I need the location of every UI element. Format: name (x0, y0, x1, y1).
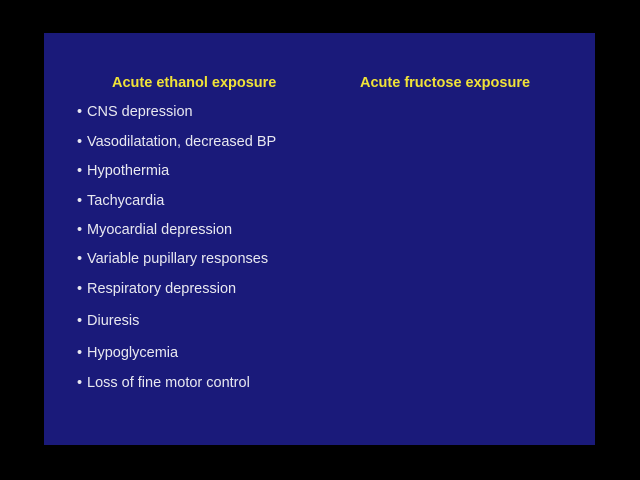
list-item (77, 345, 178, 361)
list-item (77, 163, 169, 179)
list-item (77, 104, 193, 120)
bullet-icon: • (77, 345, 83, 361)
list-item-text: Variable pupillary responses (87, 251, 269, 267)
bullet-icon: • (77, 313, 83, 329)
list-item (77, 222, 232, 238)
list-item (77, 375, 250, 391)
list-item-text: Vasodilatation, decreased BP (87, 134, 277, 150)
right-column-header: Acute fructose exposure (360, 75, 531, 91)
list-item (77, 281, 236, 297)
list-item-text: CNS depression (87, 104, 193, 120)
slide (44, 33, 595, 445)
list-item-text: Diuresis (87, 313, 140, 329)
bullet-icon: • (77, 134, 83, 150)
bullet-icon: • (77, 251, 83, 267)
list-item (77, 313, 139, 329)
list-item (77, 251, 268, 267)
list-item-text: Hypoglycemia (87, 345, 179, 361)
list-item-text: Tachycardia (87, 193, 165, 209)
bullet-icon: • (77, 281, 83, 297)
list-item-text: Hypothermia (87, 163, 170, 179)
list-item (77, 134, 276, 150)
bullet-icon: • (77, 375, 83, 391)
bullet-icon: • (77, 222, 83, 238)
bullet-icon: • (77, 163, 83, 179)
bullet-icon: • (77, 193, 83, 209)
list-item-text: Loss of fine motor control (87, 375, 250, 391)
list-item-text: Myocardial depression (87, 222, 233, 238)
list-item-text: Respiratory depression (87, 281, 237, 297)
bullet-icon: • (77, 104, 83, 120)
list-item (77, 193, 164, 209)
left-column-header: Acute ethanol exposure (112, 75, 277, 91)
